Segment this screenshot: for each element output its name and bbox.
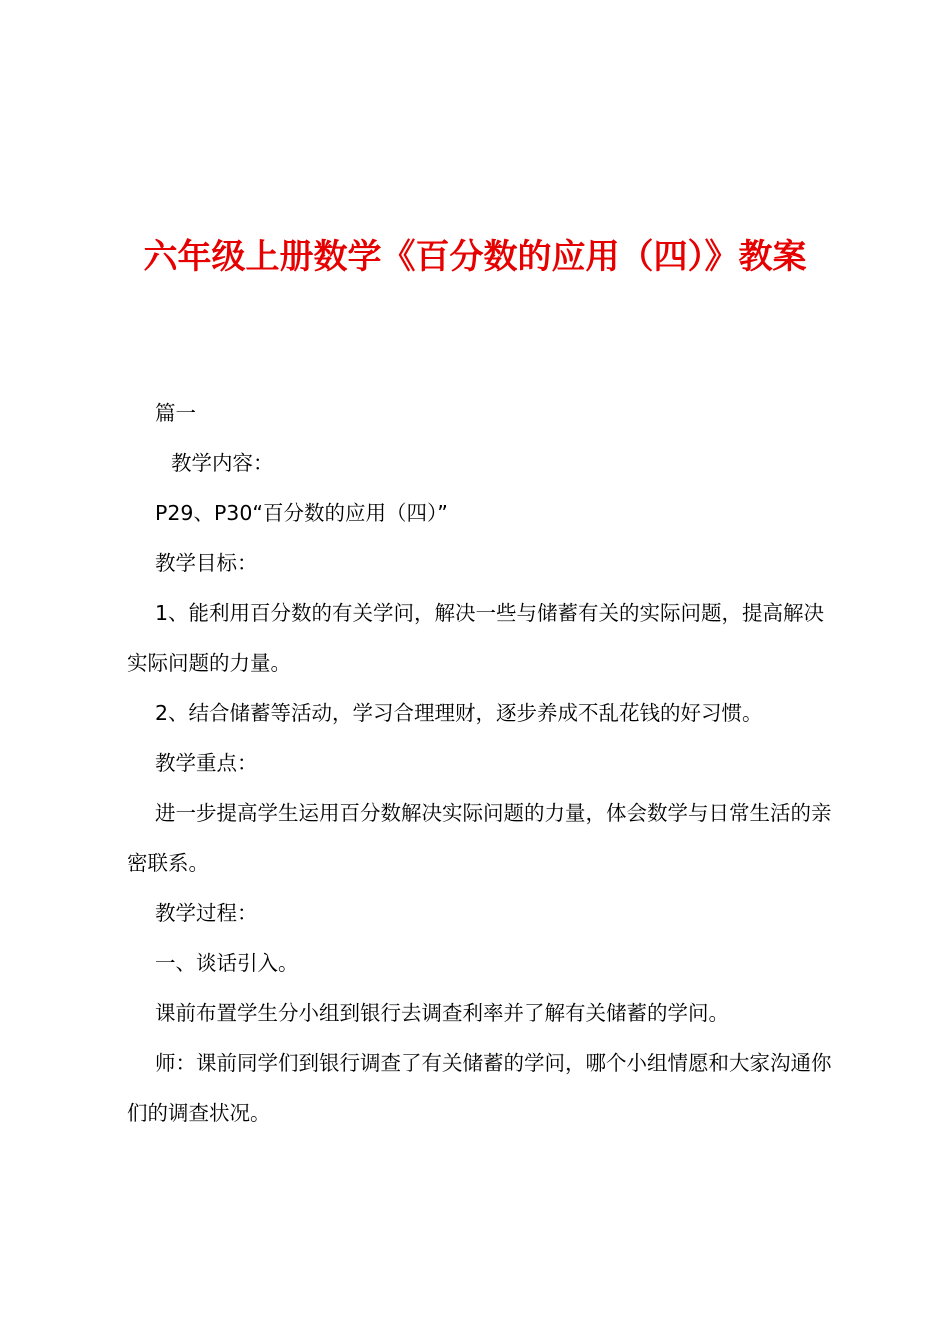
paragraph: 课前布置学生分小组到银行去调查利率并了解有关储蓄的学问。: [155, 1001, 729, 1025]
paragraph: 2、结合储蓄等活动，学习合理理财，逐步养成不乱花钱的好习惯。: [155, 701, 763, 725]
document-title: 六年级上册数学《百分数的应用（四）》教案: [143, 236, 807, 277]
paragraph: 师：课前同学们到银行调查了有关储蓄的学问，哪个小组情愿和大家沟通你们的调查状况。: [127, 1051, 832, 1125]
label-teaching-goals: 教学目标：: [155, 551, 258, 575]
paragraph: 进一步提高学生运用百分数解决实际问题的力量，体会数学与日常生活的亲密联系。: [127, 801, 832, 875]
paragraph: 1、能利用百分数的有关学问，解决一些与储蓄有关的实际问题，提高解决实际问题的力量。: [127, 601, 825, 675]
paragraph: 一、谈话引入。: [155, 951, 299, 975]
paragraph: P29、P30“百分数的应用（四）”: [155, 501, 448, 525]
label-teaching-process: 教学过程：: [155, 901, 258, 925]
document-body: [127, 388, 833, 1138]
section-heading: 篇一: [155, 401, 196, 425]
label-teaching-focus: 教学重点：: [155, 751, 258, 775]
label-teaching-content: 教学内容：: [171, 451, 274, 475]
